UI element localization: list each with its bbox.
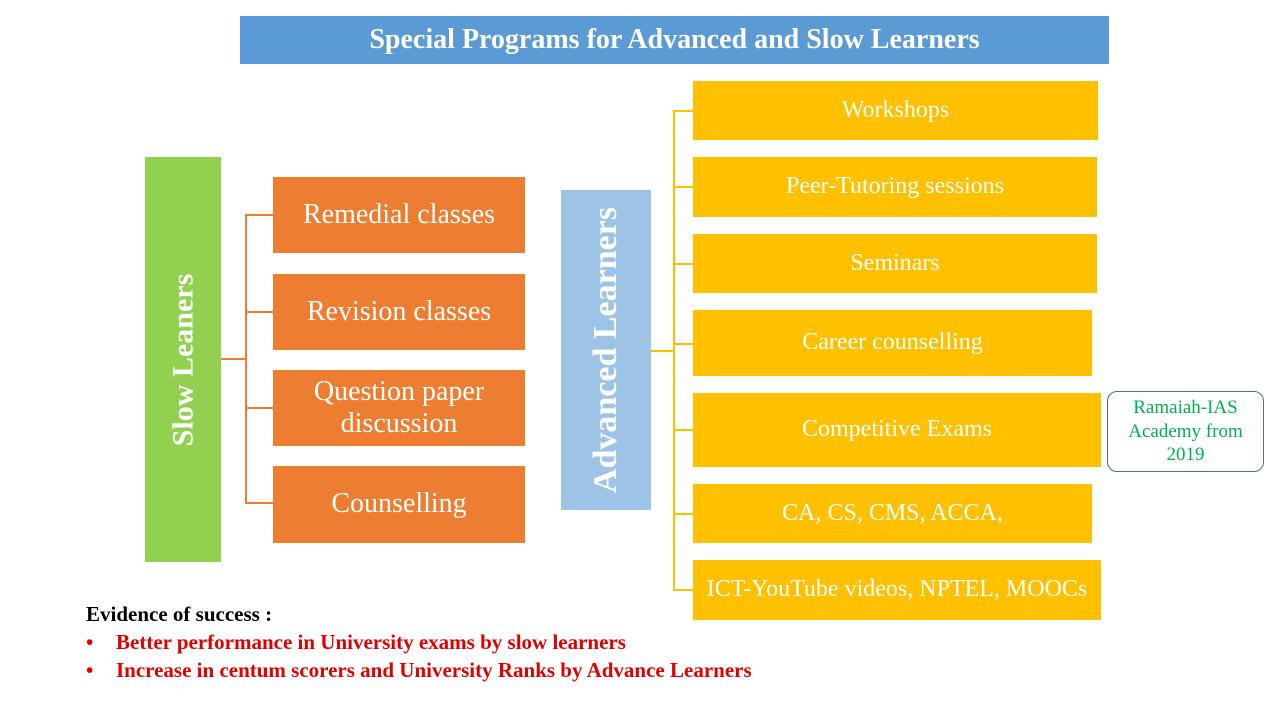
slow-item-remedial-classes: Remedial classes [273, 177, 525, 253]
slow-connector-branch [245, 311, 273, 313]
advanced-item-peer-tutoring: Peer-Tutoring sessions [693, 157, 1097, 217]
evidence-item [86, 630, 1086, 655]
advanced-item-seminars: Seminars [693, 234, 1097, 293]
advanced-item-competitive-exams: Competitive Exams [693, 393, 1101, 467]
slow-connector-spine [245, 214, 247, 503]
advanced-connector-branch [673, 110, 693, 112]
advanced-item-professional-courses: CA, CS, CMS, ACCA, [693, 484, 1092, 543]
slow-connector-stem [221, 358, 246, 360]
advanced-item-career-counselling: Career counselling [693, 310, 1092, 376]
advanced-connector-branch [673, 513, 693, 515]
advanced-item-workshops: Workshops [693, 81, 1098, 140]
advanced-connector-spine [673, 110, 675, 591]
slow-item-counselling: Counselling [273, 466, 525, 543]
slow-connector-branch [245, 407, 273, 409]
bullet-icon: • [86, 658, 94, 682]
slow-learners-root [145, 157, 221, 562]
advanced-item-ict-resources: ICT-YouTube videos, NPTEL, MOOCs [693, 560, 1101, 620]
evidence-section [86, 602, 1086, 686]
advanced-connector-branch [673, 186, 693, 188]
slow-connector-branch [245, 214, 273, 216]
slow-item-question-paper-discussion: Question paper discussion [273, 370, 525, 446]
evidence-item-text: Better performance in University exams by slow learners [116, 630, 626, 654]
evidence-item-text: Increase in centum scorers and University Ranks by Advance Learners [116, 658, 752, 682]
page-title: Special Programs for Advanced and Slow Learners [240, 16, 1109, 64]
advanced-connector-branch [673, 429, 693, 431]
slow-item-revision-classes: Revision classes [273, 274, 525, 350]
ramaiah-ias-note: Ramaiah-IAS Academy from 2019 [1107, 391, 1264, 472]
evidence-heading: Evidence of success : [86, 602, 273, 626]
slow-learners-label: Slow Leaners [166, 273, 199, 446]
advanced-connector-branch [673, 589, 693, 591]
slow-connector-branch [245, 502, 273, 504]
bullet-icon: • [86, 630, 94, 654]
advanced-connector-stem [651, 350, 674, 352]
advanced-connector-branch [673, 343, 693, 345]
advanced-learners-root [561, 190, 651, 510]
evidence-item [86, 658, 1086, 683]
advanced-learners-label: Advanced Learners [587, 206, 624, 494]
advanced-connector-branch [673, 263, 693, 265]
